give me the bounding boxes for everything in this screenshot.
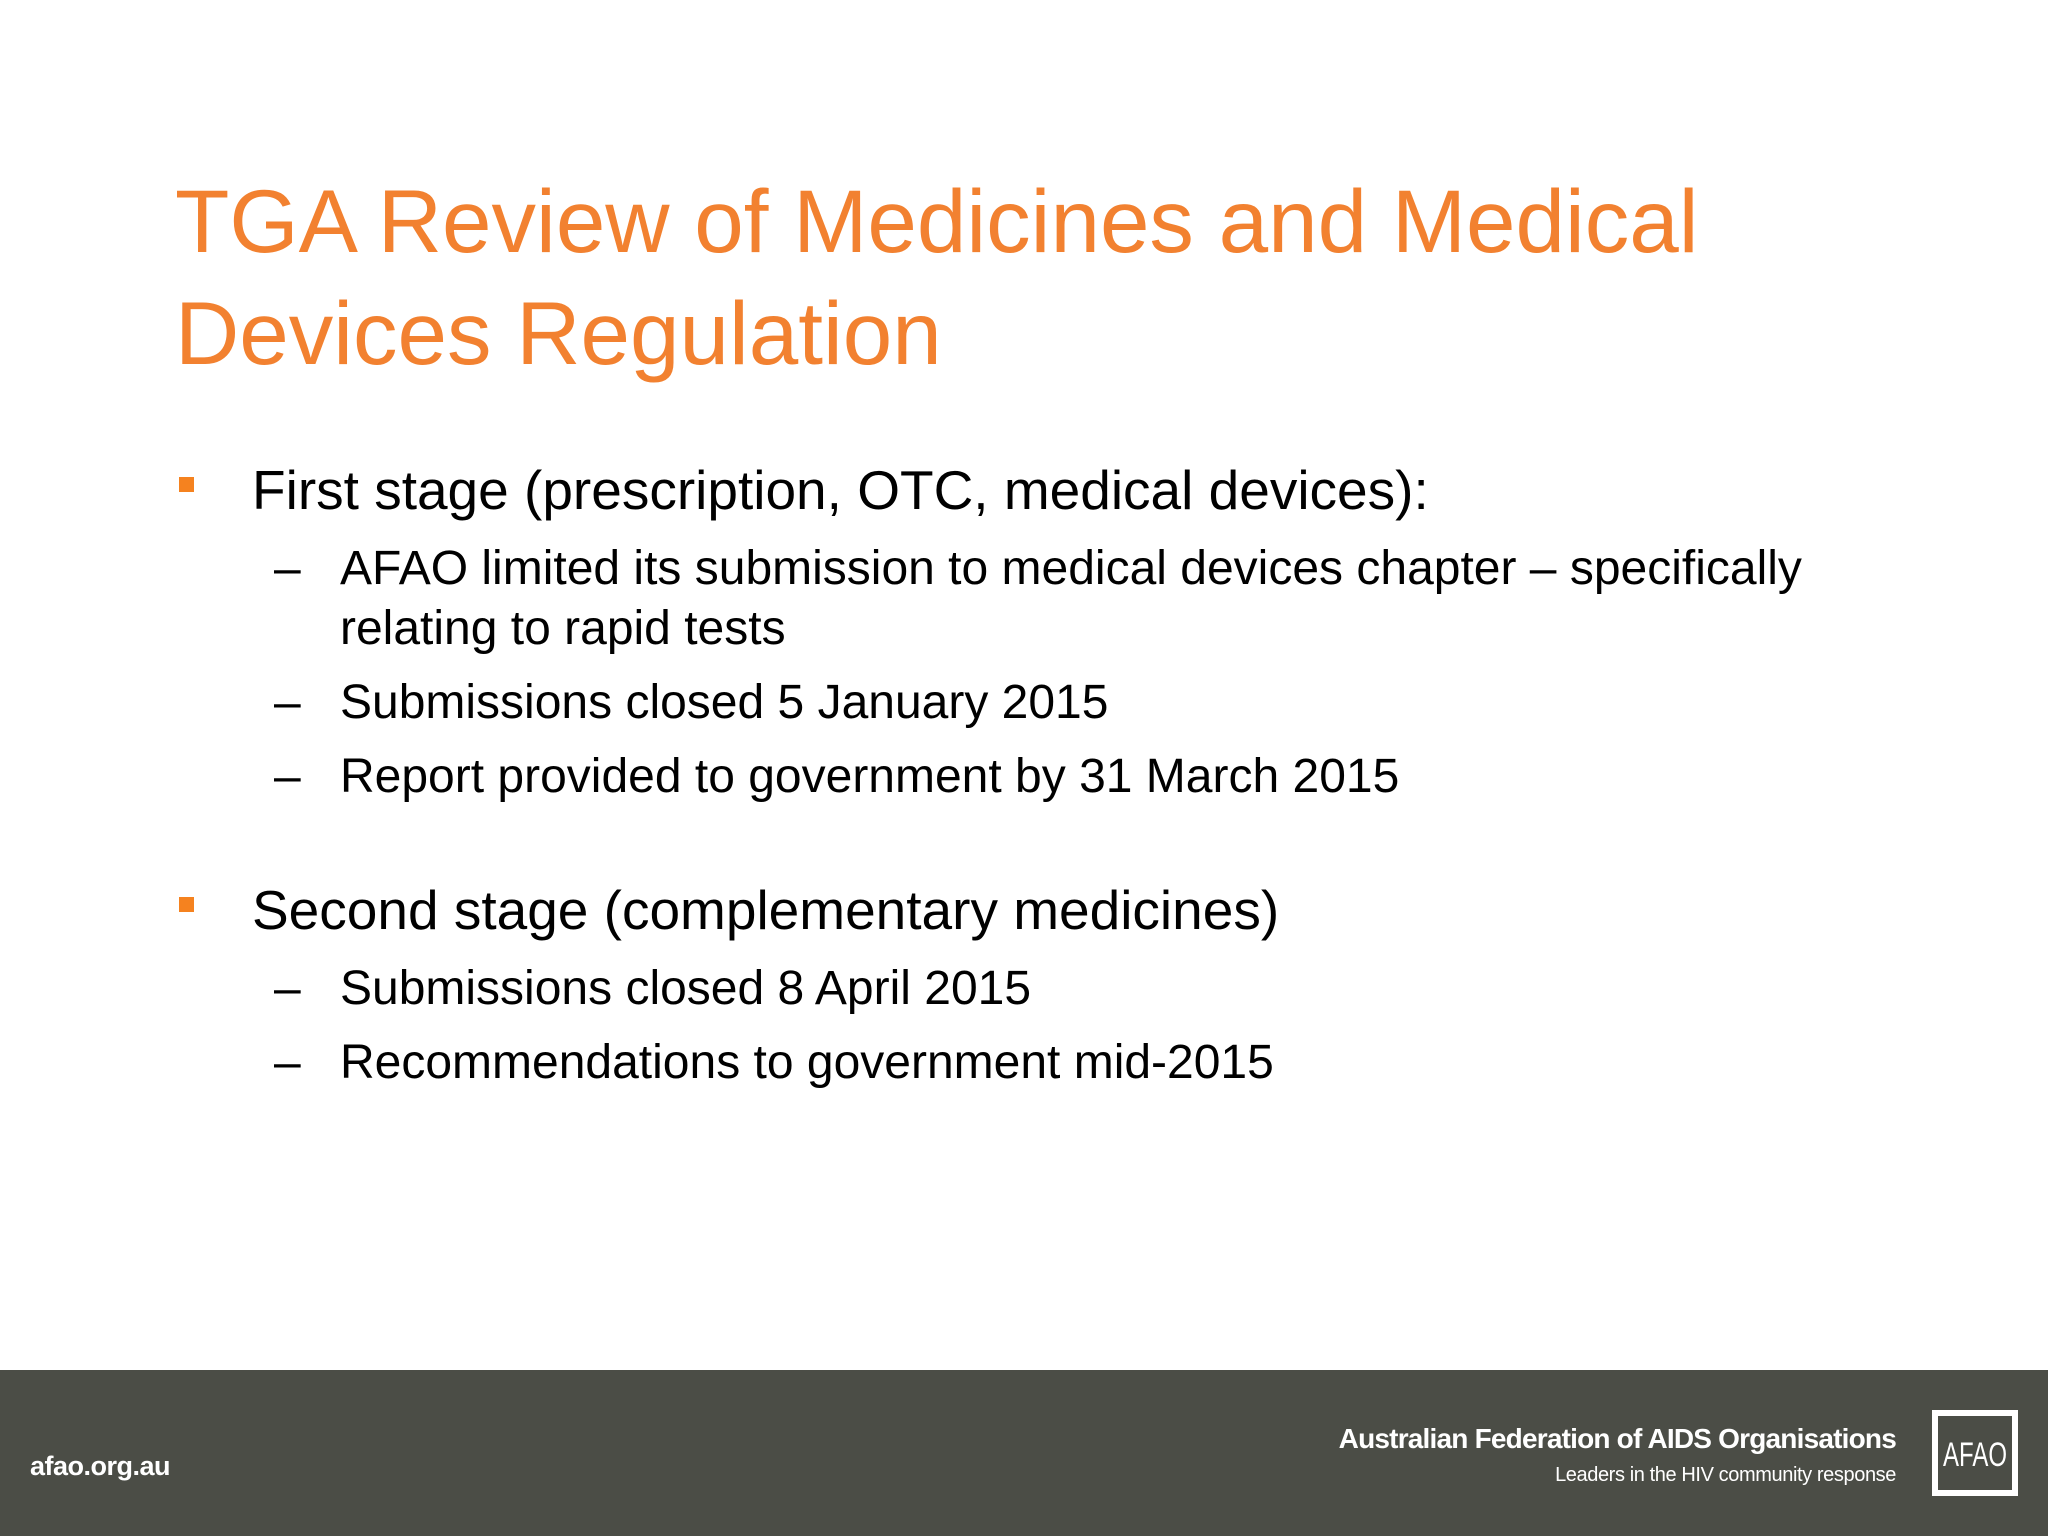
dash-bullet-icon: – <box>274 962 301 1015</box>
square-bullet-icon <box>179 897 194 912</box>
afao-logo-icon <box>1930 1408 2020 1498</box>
sub-bullet-text: AFAO limited its submission to medical devices chapter – specifically relating to rapid tests <box>340 542 1802 655</box>
slide-title: TGA Review of Medicines and Medical Devices Regulation <box>175 171 1699 383</box>
stage-heading <box>175 875 1935 945</box>
sub-bullet-text: Submissions closed 5 January 2015 <box>340 676 1109 729</box>
sub-bullet <box>175 539 1935 659</box>
square-bullet-icon <box>179 477 194 492</box>
stage-heading-text: Second stage (complementary medicines) <box>252 879 1280 941</box>
bullet-list <box>175 455 1935 1093</box>
dash-bullet-icon: – <box>274 542 301 595</box>
stage-heading <box>175 455 1935 525</box>
dash-bullet-icon: – <box>274 1036 301 1089</box>
sub-bullet <box>175 673 1935 733</box>
footer-url[interactable]: afao.org.au <box>30 1451 171 1481</box>
logo-text: AFAO <box>1943 1436 2007 1474</box>
org-tagline: Leaders in the HIV community response <box>1555 1464 1896 1486</box>
sub-bullet-text: Submissions closed 8 April 2015 <box>340 962 1032 1015</box>
stage-heading-text: First stage (prescription, OTC, medical devices): <box>252 459 1429 521</box>
footer-bar <box>0 1370 2048 1536</box>
sub-bullet-text: Report provided to government by 31 March 2015 <box>340 750 1400 803</box>
sub-bullet-text: Recommendations to government mid-2015 <box>340 1036 1274 1089</box>
sub-bullet <box>175 959 1935 1019</box>
sub-bullet <box>175 747 1935 807</box>
sub-bullet <box>175 1033 1935 1093</box>
dash-bullet-icon: – <box>274 750 301 803</box>
org-name: Australian Federation of AIDS Organisations <box>1338 1423 1896 1454</box>
dash-bullet-icon: – <box>274 676 301 729</box>
